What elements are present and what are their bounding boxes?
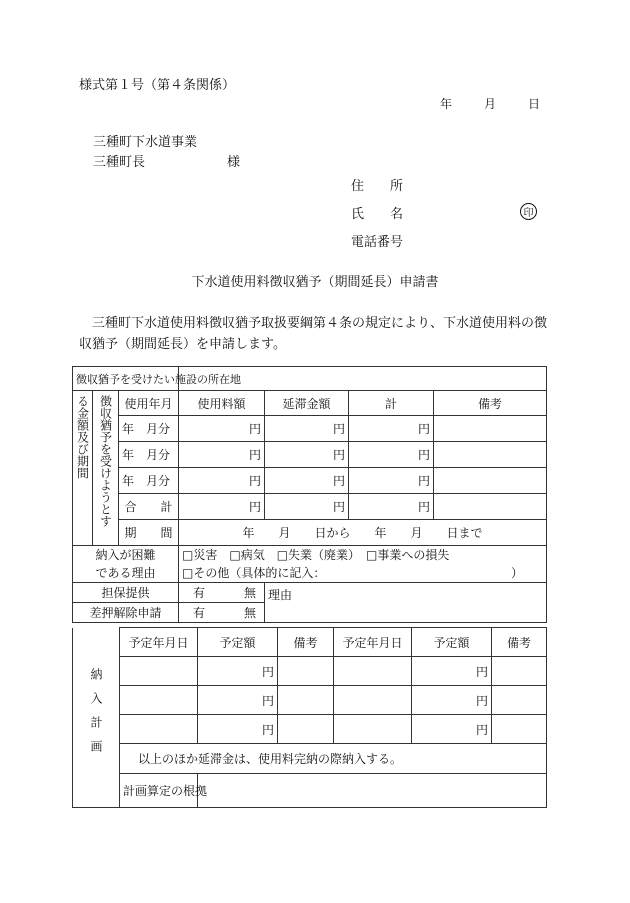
basis-label: 計画算定の根拠 [120, 774, 198, 808]
header-planned-date-2: 予定年月日 [334, 628, 412, 657]
period-label: 期 間 [119, 520, 179, 546]
reason-checkboxes[interactable]: □災害 □病気 □失業（廃業） □事業への損失 [182, 548, 450, 562]
date-day: 日 [527, 97, 540, 111]
table-row [73, 715, 547, 744]
header-late-fee: 延滞金額 [265, 391, 349, 416]
addressee-line2: 三種町長 [93, 155, 146, 170]
remarks[interactable] [434, 442, 547, 468]
late-fee[interactable]: 円 [265, 416, 349, 442]
facility-label: 徴収猶予を受けたい施設の所在地 [73, 367, 179, 391]
total-label: 合 計 [119, 494, 179, 520]
planned-date-2[interactable] [334, 686, 412, 715]
header-planned-amount: 予定額 [198, 628, 278, 657]
late-fee[interactable]: 円 [265, 468, 349, 494]
table-row [73, 442, 547, 468]
usage-fee[interactable]: 円 [179, 468, 265, 494]
basis-input[interactable] [198, 774, 547, 808]
document-body: 三種町下水道使用料徴収猶予取扱要綱第４条の規定により、下水道使用料の徴収猶予（期間延長）を申請します。 [79, 316, 548, 352]
plan-remarks-2[interactable] [492, 657, 547, 686]
seizure-choice[interactable]: 有 無 [179, 603, 265, 623]
header-planned-date: 予定年月日 [120, 628, 198, 657]
total-usage-fee[interactable]: 円 [179, 494, 265, 520]
basis-row [73, 774, 547, 808]
row-total[interactable]: 円 [349, 416, 434, 442]
plan-remarks[interactable] [278, 686, 334, 715]
seal-icon: 印 [520, 203, 537, 220]
reason-row [73, 546, 547, 583]
header-remarks: 備考 [434, 391, 547, 416]
document-title: 下水道使用料徴収猶予（期間延長）申請書 [191, 275, 439, 290]
late-fee-note: 以上のほか延滞金は、使用料完納の際納入する。 [120, 744, 547, 774]
remarks[interactable] [434, 468, 547, 494]
deferral-label: 徴収猶予を受けようとす [93, 391, 119, 546]
address-label: 住 所 [351, 179, 404, 194]
header-remarks-2: 備考 [492, 628, 547, 657]
plan-remarks[interactable] [278, 657, 334, 686]
payment-plan-table [72, 627, 547, 808]
planned-amount-2[interactable]: 円 [412, 657, 492, 686]
plan-remarks-2[interactable] [492, 686, 547, 715]
planned-amount-2[interactable]: 円 [412, 686, 492, 715]
planned-date[interactable] [120, 657, 198, 686]
plan-remarks[interactable] [278, 715, 334, 744]
collateral-choice[interactable]: 有 無 [179, 583, 265, 603]
planned-amount-2[interactable]: 円 [412, 715, 492, 744]
usage-month[interactable]: 年 月分 [119, 416, 179, 442]
period-value[interactable]: 年 月 日から 年 月 日まで [179, 520, 547, 546]
row-total[interactable]: 円 [349, 468, 434, 494]
reason-options[interactable]: □災害 □病気 □失業（廃業） □事業への損失 □その他（具体的に記入： ） [179, 546, 547, 583]
plan-remarks-2[interactable] [492, 715, 547, 744]
table-row [73, 657, 547, 686]
payment-plan-label: 納入計画 [73, 628, 120, 808]
planned-date-2[interactable] [334, 657, 412, 686]
date-month: 月 [483, 97, 496, 111]
usage-month[interactable]: 年 月分 [119, 442, 179, 468]
row-total[interactable]: 円 [349, 442, 434, 468]
period-row [73, 520, 547, 546]
header-usage-fee: 使用料額 [179, 391, 265, 416]
addressee-suffix: 様 [227, 155, 241, 170]
date-line [440, 98, 540, 110]
planned-date[interactable] [120, 686, 198, 715]
table-row [73, 468, 547, 494]
table-row [73, 686, 547, 715]
usage-fee[interactable]: 円 [179, 442, 265, 468]
planned-amount[interactable]: 円 [198, 657, 278, 686]
phone-label: 電話番号 [351, 235, 404, 250]
header-usage-month: 使用年月 [119, 391, 179, 416]
header-remarks: 備考 [278, 628, 334, 657]
usage-month[interactable]: 年 月分 [119, 468, 179, 494]
planned-amount[interactable]: 円 [198, 686, 278, 715]
planned-date[interactable] [120, 715, 198, 744]
amount-period-label: る金額及び期間 [73, 391, 93, 546]
late-fee[interactable]: 円 [265, 442, 349, 468]
date-year: 年 [440, 97, 453, 111]
collateral-label: 担保提供 [73, 583, 179, 603]
planned-amount[interactable]: 円 [198, 715, 278, 744]
deferral-table [72, 366, 547, 623]
total-remarks[interactable] [434, 494, 547, 520]
planned-date-2[interactable] [334, 715, 412, 744]
usage-fee[interactable]: 円 [179, 416, 265, 442]
note-row [73, 744, 547, 774]
grand-total[interactable]: 円 [349, 494, 434, 520]
total-row [73, 494, 547, 520]
table-row [73, 416, 547, 442]
collateral-reason[interactable]: 理由 [265, 583, 547, 623]
addressee-line1: 三種町下水道事業 [93, 135, 198, 150]
remarks[interactable] [434, 416, 547, 442]
seizure-label: 差押解除申請 [73, 603, 179, 623]
header-total: 計 [349, 391, 434, 416]
total-late-fee[interactable]: 円 [265, 494, 349, 520]
header-planned-amount-2: 予定額 [412, 628, 492, 657]
collateral-row [73, 583, 547, 603]
form-number: 様式第１号（第４条関係） [79, 78, 236, 93]
name-label: 氏 名 [351, 207, 404, 222]
reason-label: 納入が困難 である理由 [73, 546, 179, 583]
reason-other[interactable]: □その他（具体的に記入： [182, 566, 326, 580]
